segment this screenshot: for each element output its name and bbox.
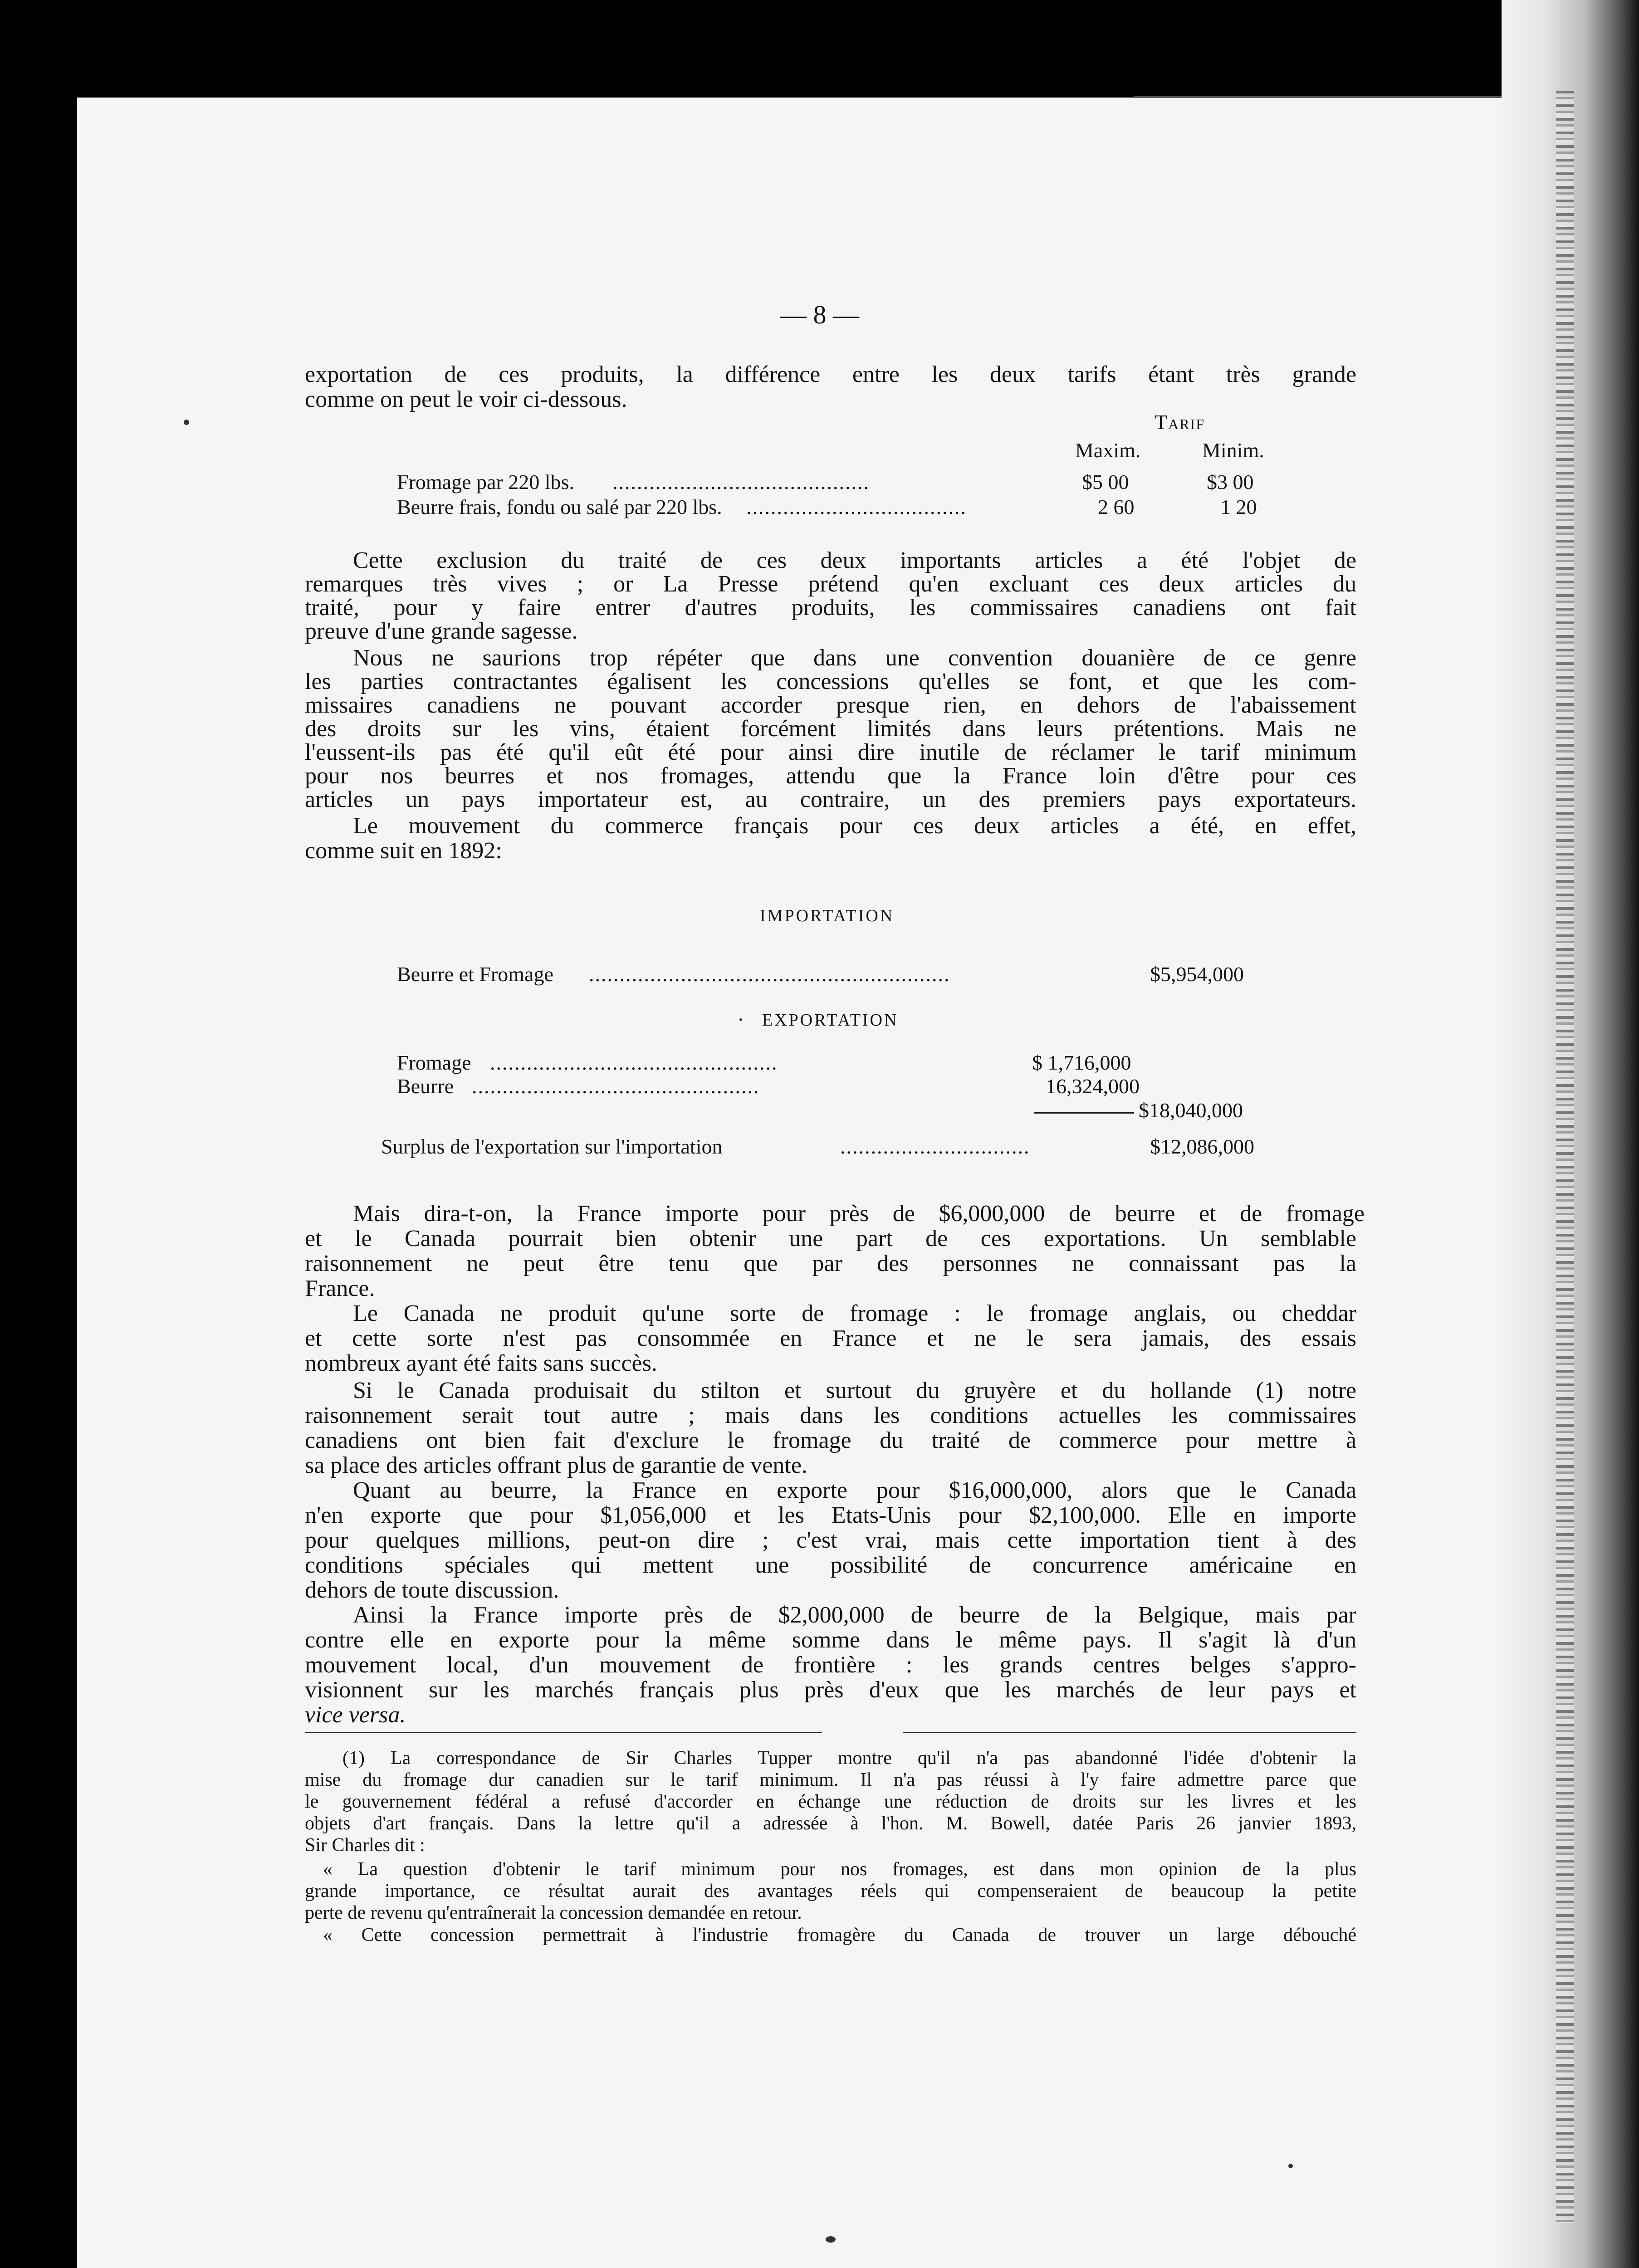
export-title: EXPORTATION — [762, 1011, 899, 1030]
tarif-row-label: Beurre frais, fondu ou salé par 220 lbs. — [397, 495, 722, 518]
surplus-label: Surplus de l'exportation sur l'importation — [381, 1135, 723, 1158]
para8-line: vice versa. — [305, 1702, 406, 1728]
para7-line: dehors de toute discussion. — [305, 1577, 559, 1603]
para2-line: articles un pays importateur est, au contraire, un des premiers pays exportateurs. — [305, 787, 1356, 812]
footnote-line: « La question d'obtenir le tarif minimum pour nos fromages, est dans mon opinion de la plus — [323, 1859, 1356, 1880]
para2-line: des droits sur les vins, étaient forcément limités dans leurs prétentions. Mais ne — [305, 716, 1356, 742]
footnote-line: le gouvernement fédéral a refusé d'accorder en échange une réduction de droits sur les livres et les — [305, 1791, 1356, 1812]
surplus-value: $12,086,000 — [1150, 1135, 1254, 1158]
intro-line-2: comme on peut le voir ci-dessous. — [305, 386, 627, 412]
import-leader: ........................................................... — [589, 964, 950, 985]
tarif-row-min: 1 20 — [1220, 495, 1257, 518]
para1-line: remarques très vives ; or La Presse prétend qu'en excluant ces deux articles du — [305, 571, 1356, 597]
para3-line: Le mouvement du commerce français pour ces deux articles a été, en effet, — [353, 813, 1356, 839]
para6-line: canadiens ont bien fait d'exclure le fromage du traité de commerce pour mettre à — [305, 1427, 1356, 1453]
export-leader: ............................................... — [490, 1052, 778, 1073]
para7-line: n'en exporte que pour $1,056,000 et les Etats-Unis pour $2,100,000. Elle en importe — [305, 1502, 1356, 1528]
para1-line: traité, pour y faire entrer d'autres produits, les commissaires canadiens ont fait — [305, 595, 1356, 621]
para2-line: Nous ne saurions trop répéter que dans une convention douanière de ce genre — [353, 645, 1356, 671]
export-leader: ............................................... — [472, 1076, 760, 1097]
export-label: Beurre — [397, 1075, 454, 1098]
para4-line: et le Canada pourrait bien obtenir une part de ces exportations. Un semblable — [305, 1226, 1356, 1251]
tarif-row-leader: .......................................... — [612, 472, 870, 493]
tarif-row-min: $3 00 — [1207, 470, 1254, 494]
export-value: $ 1,716,000 — [1032, 1051, 1131, 1074]
para4-line: raisonnement ne peut être tenu que par des personnes ne connaissant pas la — [305, 1251, 1356, 1276]
para7-line: Quant au beurre, la France en exporte pour $16,000,000, alors que le Canada — [353, 1477, 1356, 1503]
para8-line: Ainsi la France importe près de $2,000,000 de beurre de la Belgique, mais par — [353, 1602, 1356, 1628]
tarif-row-leader: .................................... — [746, 497, 967, 518]
scan-edge — [1502, 0, 1639, 2268]
tarif-row-label: Fromage par 220 lbs. — [397, 470, 574, 494]
para1-line: preuve d'une grande sagesse. — [305, 618, 578, 644]
footnote-line: perte de revenu qu'entraînerait la concession demandée en retour. — [305, 1902, 802, 1923]
para7-line: conditions spéciales qui mettent une possibilité de concurrence américaine en — [305, 1552, 1356, 1578]
para2-line: missaires canadiens ne pouvant accorder presque rien, en dehors de l'abaissement — [305, 692, 1356, 718]
scan-speck — [184, 420, 189, 425]
export-total: $18,040,000 — [1139, 1099, 1243, 1122]
page-number: — 8 — — [780, 300, 859, 329]
footnote-line: mise du fromage dur canadien sur le tarif minimum. Il n'a pas réussi à l'y faire admettre parce que — [305, 1769, 1356, 1790]
para6-line: sa place des articles offrant plus de garantie de vente. — [305, 1452, 807, 1478]
para4-line: Mais dira-t-on, la France importe pour près de $6,000,000 de beurre et de fromage — [353, 1201, 1365, 1227]
para6-line: raisonnement serait tout autre ; mais dans les conditions actuelles les commissaires — [305, 1403, 1356, 1428]
para5-line: et cette sorte n'est pas consommée en France et ne le sera jamais, des essais — [305, 1325, 1356, 1351]
para5-line: Le Canada ne produit qu'une sorte de fromage : le fromage anglais, ou cheddar — [353, 1300, 1356, 1326]
para2-line: l'eussent-ils pas été qu'il eût été pour ainsi dire inutile de réclamer le tarif minimum — [305, 739, 1356, 765]
para7-line: pour quelques millions, peut-on dire ; c'est vrai, mais cette importation tient à des — [305, 1527, 1356, 1553]
tarif-row-max: 2 60 — [1098, 495, 1135, 518]
footnote-line: (1) La correspondance de Sir Charles Tupper montre qu'il n'a pas abandonné l'idée d'obtenir la — [342, 1748, 1356, 1769]
para6-line: Si le Canada produisait du stilton et surtout du gruyère et du hollande (1) notre — [353, 1378, 1356, 1403]
para1-line: Cette exclusion du traité de ces deux importants articles a été l'objet de — [353, 547, 1356, 573]
footnote-rule-right — [903, 1732, 1356, 1733]
import-value: $5,954,000 — [1150, 963, 1244, 986]
tarif-col-max: Maxim. — [1075, 439, 1141, 462]
tarif-row-max: $5 00 — [1082, 470, 1129, 494]
export-value: 16,324,000 — [1046, 1075, 1140, 1098]
footnote-rule-left — [305, 1732, 822, 1733]
page-edge-line — [1134, 96, 1502, 98]
para2-line: pour nos beurres et nos fromages, attendu que la France loin d'être pour ces — [305, 763, 1356, 789]
para3-line: comme suit en 1892: — [305, 838, 502, 864]
scan-speck — [826, 2236, 836, 2243]
para2-line: les parties contractantes égalisent les concessions qu'elles se font, et que les com- — [305, 669, 1356, 694]
footnote-line: grande importance, ce résultat aurait des avantages réels qui compenseraient de beaucoup la petite — [305, 1881, 1356, 1901]
surplus-leader: ............................... — [840, 1136, 1030, 1157]
para8-line: contre elle en exporte pour la même somme dans le même pays. Il s'agit là d'un — [305, 1627, 1356, 1653]
tarif-header: Tarif — [1155, 411, 1205, 434]
footnote-line: Sir Charles dit : — [305, 1835, 425, 1856]
import-label: Beurre et Fromage — [397, 963, 553, 986]
export-label: Fromage — [397, 1051, 471, 1074]
para8-line: mouvement local, d'un mouvement de frontière : les grands centres belges s'appro- — [305, 1652, 1356, 1678]
para5-line: nombreux ayant été faits sans succès. — [305, 1350, 657, 1376]
para4-line: France. — [305, 1276, 375, 1301]
scan-speck — [1288, 2164, 1293, 2168]
para8-line: visionnent sur les marchés français plus près d'eux que les marchés de leur pays et — [305, 1677, 1356, 1703]
intro-line-1: exportation de ces produits, la différence entre les deux tarifs étant très grande — [305, 362, 1356, 387]
import-title: IMPORTATION — [760, 906, 895, 925]
sum-rule — [1034, 1112, 1134, 1114]
tarif-col-min: Minim. — [1202, 439, 1264, 462]
footnote-line: « Cette concession permettrait à l'industrie fromagère du Canada de trouver un large débouché — [323, 1925, 1356, 1945]
scan-speck — [739, 1018, 742, 1021]
footnote-line: objets d'art français. Dans la lettre qu'il a adressée à l'hon. M. Bowell, datée Paris 26 janvier 1893, — [305, 1813, 1356, 1834]
